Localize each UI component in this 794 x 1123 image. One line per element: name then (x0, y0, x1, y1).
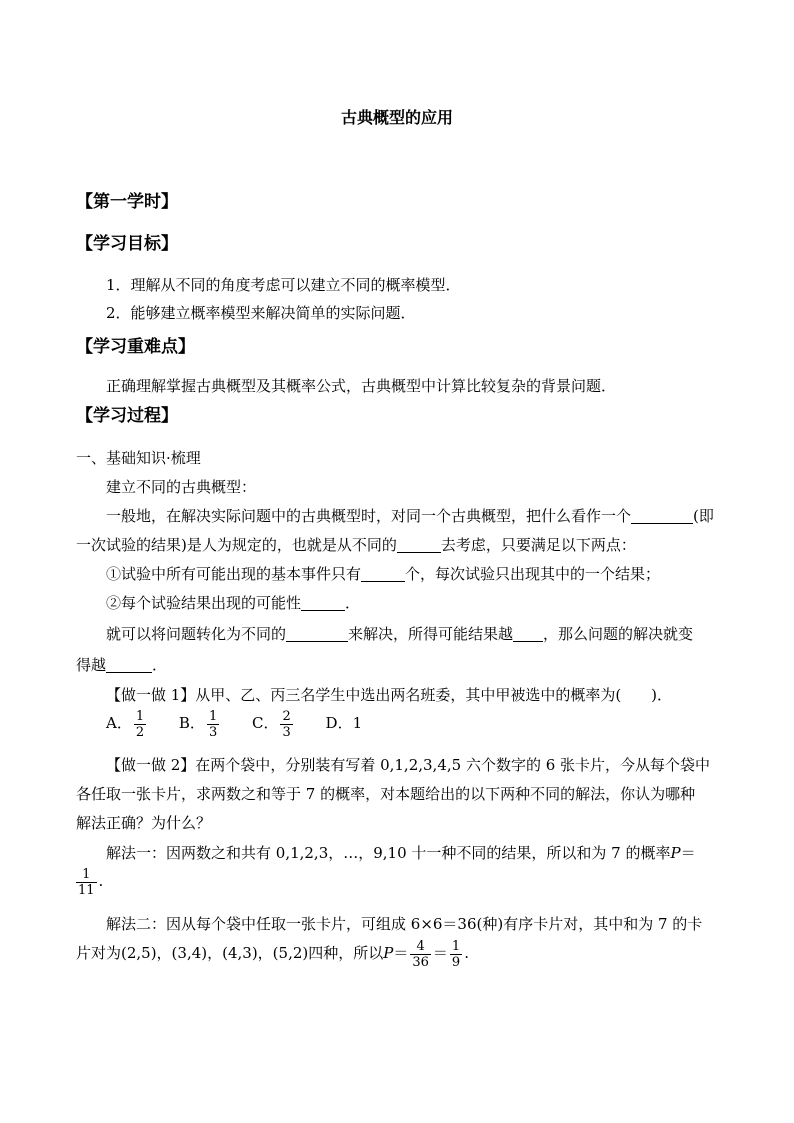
paragraph-2-line-2 (76, 655, 794, 675)
equals-sign: ＝ (432, 944, 448, 962)
option-a-label: A． (106, 714, 132, 732)
fraction-denominator: 3 (282, 724, 291, 740)
fraction-denominator: 2 (135, 724, 145, 740)
text-segment: 去考虑，只要满足以下两点： (440, 536, 636, 554)
text-segment: 就可以将问题转化为不同的 (106, 625, 287, 643)
option-b-label: B． (178, 714, 205, 732)
paragraph-1-line-2 (76, 535, 794, 555)
text-segment: (即 (693, 507, 714, 525)
solution-1-fraction (76, 867, 97, 898)
text-segment: ①试验中所有可能出现的基本事件只有 (106, 565, 362, 583)
fill-blank[interactable] (513, 625, 543, 642)
option-b-fraction (207, 709, 219, 740)
option-c-label: C． (252, 714, 279, 732)
key-points-text: 正确理解掌握古典概型及其概率公式，古典概型中计算比较复杂的背景问题． (106, 377, 617, 395)
condition-1 (106, 564, 794, 584)
solution-2-line-2 (76, 932, 794, 974)
fraction-denominator: 11 (78, 882, 95, 898)
heading-goals: 【学习目标】 (76, 234, 178, 254)
option-c[interactable] (252, 703, 295, 743)
section-title: 一、基础知识·梳理 (76, 449, 201, 467)
option-b[interactable] (179, 703, 221, 743)
solution-2-fraction-1 (410, 939, 431, 970)
goal-item-1: 1．理解从不同的角度考虑可以建立不同的概率模型． (106, 276, 461, 294)
period: . (98, 872, 104, 890)
paragraph-1-line-1 (106, 506, 794, 526)
text-segment: 解法一：因两数之和共有 0,1,2,3，…，9,10 十一种不同的结果，所以和为 7 的概率 (106, 844, 671, 862)
fill-blank[interactable] (631, 507, 693, 524)
heading-lesson: 【第一学时】 (76, 192, 178, 212)
option-a[interactable] (106, 703, 148, 743)
paragraph-2-line-1 (106, 624, 794, 644)
fraction-numerator: 1 (208, 708, 218, 724)
fill-blank[interactable] (301, 594, 345, 611)
option-d[interactable]: D．1 (325, 714, 363, 732)
fill-blank[interactable] (361, 565, 405, 582)
heading-process: 【学习过程】 (76, 406, 178, 426)
text-segment: ②每个试验结果出现的可能性 (106, 594, 302, 612)
fraction-numerator: 1 (451, 938, 461, 954)
heading-key-points: 【学习重难点】 (76, 337, 195, 357)
text-segment: 一般地，在解决实际问题中的古典概型时，对同一个古典概型，把什么看作一个 (106, 507, 632, 525)
solution-1-line-2 (74, 860, 794, 902)
fill-blank[interactable] (286, 625, 348, 642)
build-models-line: 建立不同的古典概型： (106, 478, 257, 496)
exercise-2-line-3: 解法正确？为什么？ (76, 814, 212, 832)
goal-item-2: 2．能够建立概率模型来解决简单的实际问题． (106, 304, 416, 322)
exercise-2-line-2: 各任取一张卡片，求两数之和等于 7 的概率，对本题给出的以下两种不同的解法，你认为哪种 (76, 785, 696, 803)
text-segment: ． (152, 656, 168, 674)
exercise-1: 【做一做 1】从甲、乙、丙三名学生中选出两名班委，其中甲被选中的概率为( )． (106, 686, 673, 704)
equals-sign: ＝ (393, 944, 409, 962)
period: . (464, 944, 469, 962)
text-segment: ，那么问题的解决就变 (543, 625, 694, 643)
exercise-1-options (106, 703, 794, 743)
fraction-numerator: 1 (135, 708, 145, 724)
equals-sign: ＝ (680, 844, 696, 862)
fill-blank[interactable] (397, 536, 441, 553)
option-a-fraction (134, 709, 146, 740)
exercise-2-line-1: 【做一做 2】在两个袋中，分别装有写着 0,1,2,3,4,5 六个数字的 6 张卡片，今从每个袋中 (106, 756, 711, 774)
text-segment: ． (345, 594, 361, 612)
solution-2-line-1: 解法二：因从每个袋中任取一张卡片，可组成 6×6＝36(种)有序卡片对，其中和为 7 的卡 (106, 915, 703, 933)
option-c-fraction (280, 709, 292, 740)
fraction-numerator: 1 (82, 866, 91, 882)
fraction-denominator: 36 (412, 954, 429, 970)
variable-p: P (383, 944, 394, 962)
text-segment: 个，每次试验只出现其中的一个结果； (405, 565, 661, 583)
page-title: 古典概型的应用 (340, 108, 453, 127)
text-segment: 片对为(2,5)，(3,4)，(4,3)，(5,2)四种，所以 (76, 944, 384, 962)
fraction-denominator: 3 (208, 724, 218, 740)
fill-blank[interactable] (106, 656, 152, 673)
condition-2 (106, 593, 794, 613)
variable-p: P (670, 844, 681, 862)
text-segment: 来解决，所得可能结果越 (348, 625, 514, 643)
solution-2-fraction-2 (450, 939, 462, 970)
fraction-denominator: 9 (451, 954, 461, 970)
fraction-numerator: 4 (416, 938, 425, 954)
text-segment: 得越 (76, 656, 107, 674)
fraction-numerator: 2 (282, 708, 291, 724)
text-segment: 一次试验的结果)是人为规定的，也就是从不同的 (76, 536, 397, 554)
